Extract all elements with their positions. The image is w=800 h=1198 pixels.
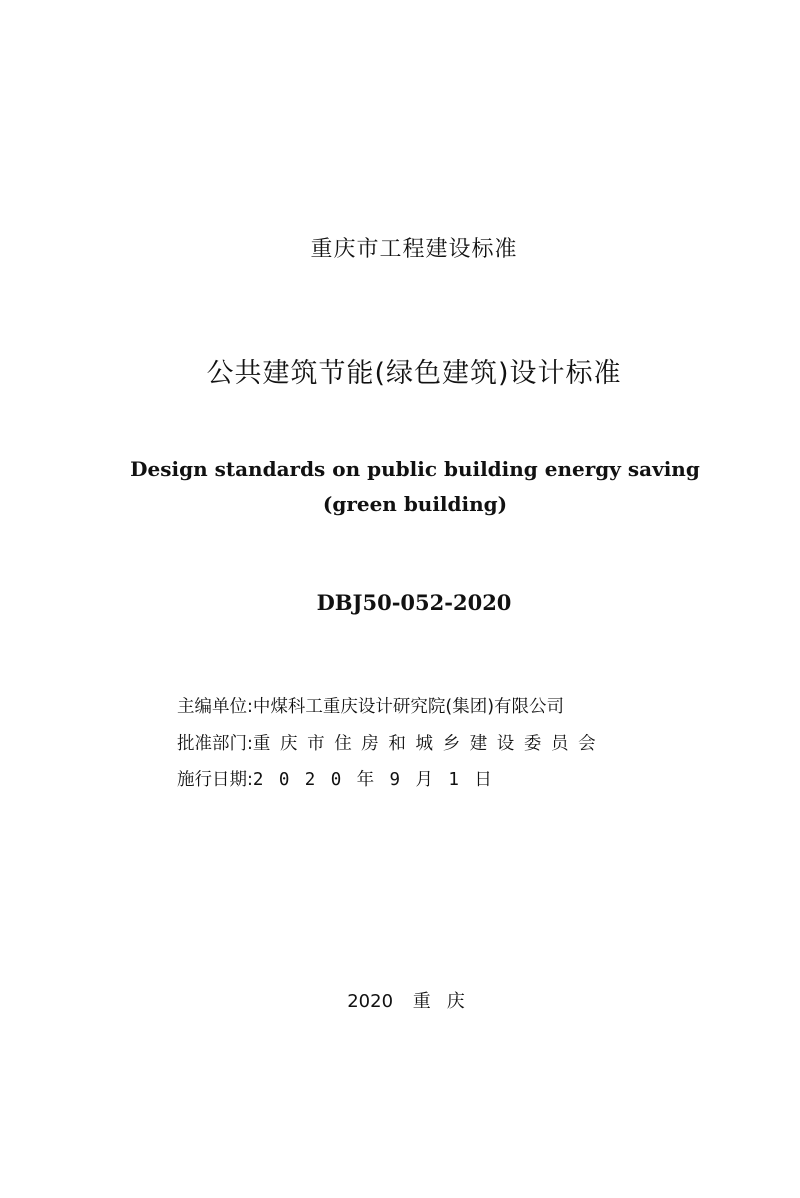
date-label: 施行日期: [177,770,253,790]
editor-label: 主编单位: [177,697,253,717]
footer-city: 重庆 [412,991,481,1012]
approver-row [177,730,657,755]
document-title-en-line2: (green building) [322,492,508,516]
editor-value: 中煤科工重庆设计研究院(集团)有限公司 [252,697,565,717]
footer [0,987,800,1013]
approver-label: 批准部门: [177,734,253,754]
date-value: 2020年9月1日 [252,770,508,790]
editor-row [177,693,657,718]
document-title-en-line1: Design standards on public building energy saving [130,457,700,481]
date-row [177,766,657,791]
approver-value: 重庆市住房和城乡建设委员会 [252,734,606,754]
standard-code: DBJ50-052-2020 [316,590,512,615]
footer-year: 2020 [347,991,394,1012]
document-title-cn: 公共建筑节能(绿色建筑)设计标准 [206,358,622,389]
series-title: 重庆市工程建设标准 [310,237,518,262]
